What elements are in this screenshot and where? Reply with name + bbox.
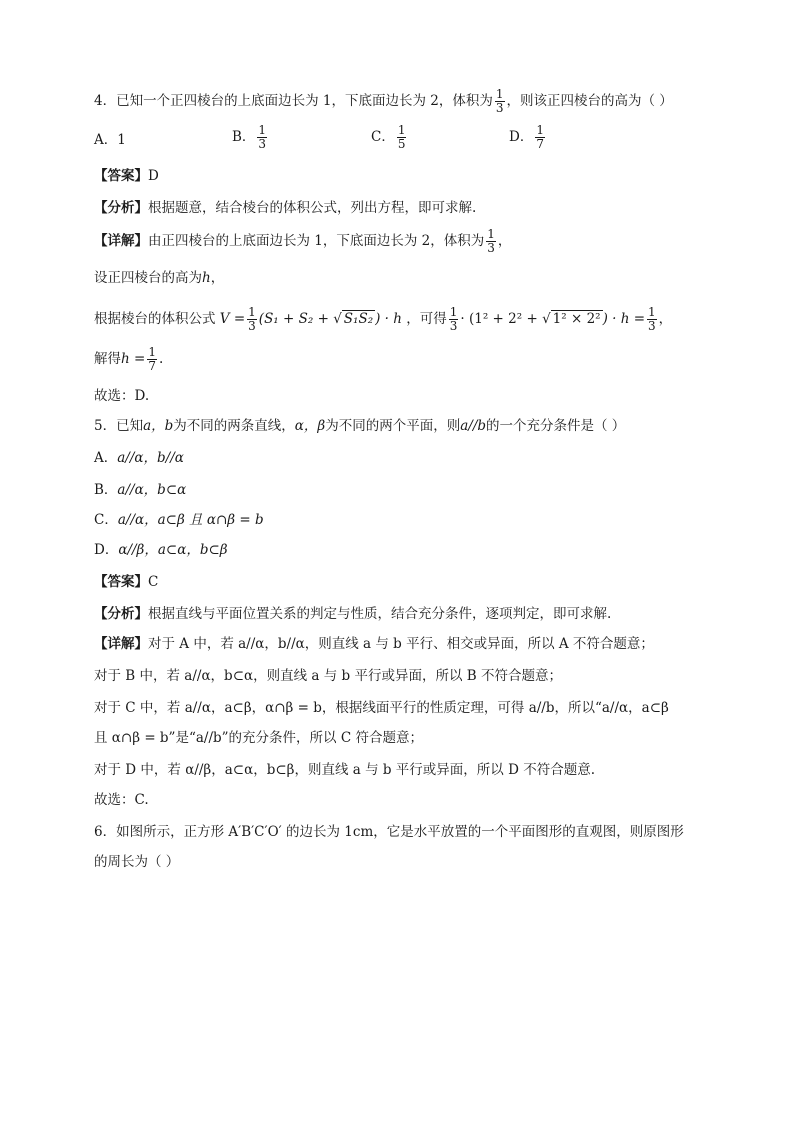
q5-stem: 5．已知a，b为不同的两条直线，α，β为不同的两个平面，则a//b的一个充分条件是（ ） [94, 418, 626, 434]
q5-detail-4: 对于 D 中，若 α//β，a⊂α，b⊂β，则直线 a 与 b 平行或异面，所以 D 不符合题意. [94, 762, 596, 778]
q5-detail-1: 【详解】对于 A 中，若 a//α，b//α，则直线 a 与 b 平行、相交或异面，所以 A 不符合题意； [94, 636, 654, 652]
q5-option-d: D．α//β，a⊂α，b⊂β [94, 542, 228, 558]
q5-detail-3: 对于 C 中，若 a//α，a⊂β，α∩β = b，根据线面平行的性质定理，可得 a//b，所以“a//α，a⊂β [94, 700, 669, 716]
q4-option-a: A．1 [94, 132, 126, 148]
q5-detail-2: 对于 B 中，若 a//α，b⊂α，则直线 a 与 b 平行或异面，所以 B 不符合题意； [94, 668, 562, 684]
q4-detail-4: 解得h = $\frac{1}{7}$ . [94, 345, 164, 373]
q5-answer: 【答案】C [94, 574, 159, 590]
q4-choose: 故选：D. [94, 388, 150, 404]
q5-option-b: B．a//α，b⊂α [94, 482, 187, 498]
q4-detail-2: 设正四棱台的高为h， [94, 270, 225, 286]
q4-option-b: B． $\frac{1}{3}$ [232, 123, 267, 151]
q5-choose: 故选：C. [94, 792, 149, 808]
q5-analysis: 【分析】根据直线与平面位置关系的判定与性质，结合充分条件，逐项判定，即可求解. [94, 606, 612, 622]
q6-stem-2: 的周长为（ ） [94, 854, 180, 870]
q4-answer: 【答案】D [94, 168, 159, 184]
fraction: $\frac{1}{3}$ [495, 87, 504, 115]
q5-detail-3b: 且 α∩β = b”是“a//b”的充分条件，所以 C 符合题意； [94, 730, 423, 746]
q5-option-c: C．a//α，a⊂β 且 α∩β = b [94, 512, 264, 528]
q4-detail-3: 根据棱台的体积公式 V = $\frac{1}{3}$ (S₁ + S₂ + √ S₁S₂ ) · h ，可得 $\frac{1}{3}$ · (1² + 2² + √ 1² × 2² ) · h = $\frac{1}{3}$ ， [94, 306, 672, 333]
q4-stem: 4．已知一个正四棱台的上底面边长为 1，下底面边长为 2，体积为 $\frac{1}{3}$ ，则该正四棱台的高为（ ） [94, 87, 673, 115]
q4-detail-1: 【详解】由正四棱台的上底面边长为 1，下底面边长为 2，体积为 $\frac{1}{3}$ ， [94, 227, 512, 255]
q4-option-c: C． $\frac{1}{5}$ [371, 123, 406, 151]
q6-stem: 6．如图所示，正方形 A′B′C′O′ 的边长为 1cm，它是水平放置的一个平面图形的直观图，则原图形 [94, 824, 684, 840]
q5-option-a: A．a//α，b//α [94, 450, 184, 466]
q4-option-d: D． $\frac{1}{7}$ [509, 123, 544, 151]
q4-analysis: 【分析】根据题意，结合棱台的体积公式，列出方程，即可求解. [94, 200, 477, 216]
